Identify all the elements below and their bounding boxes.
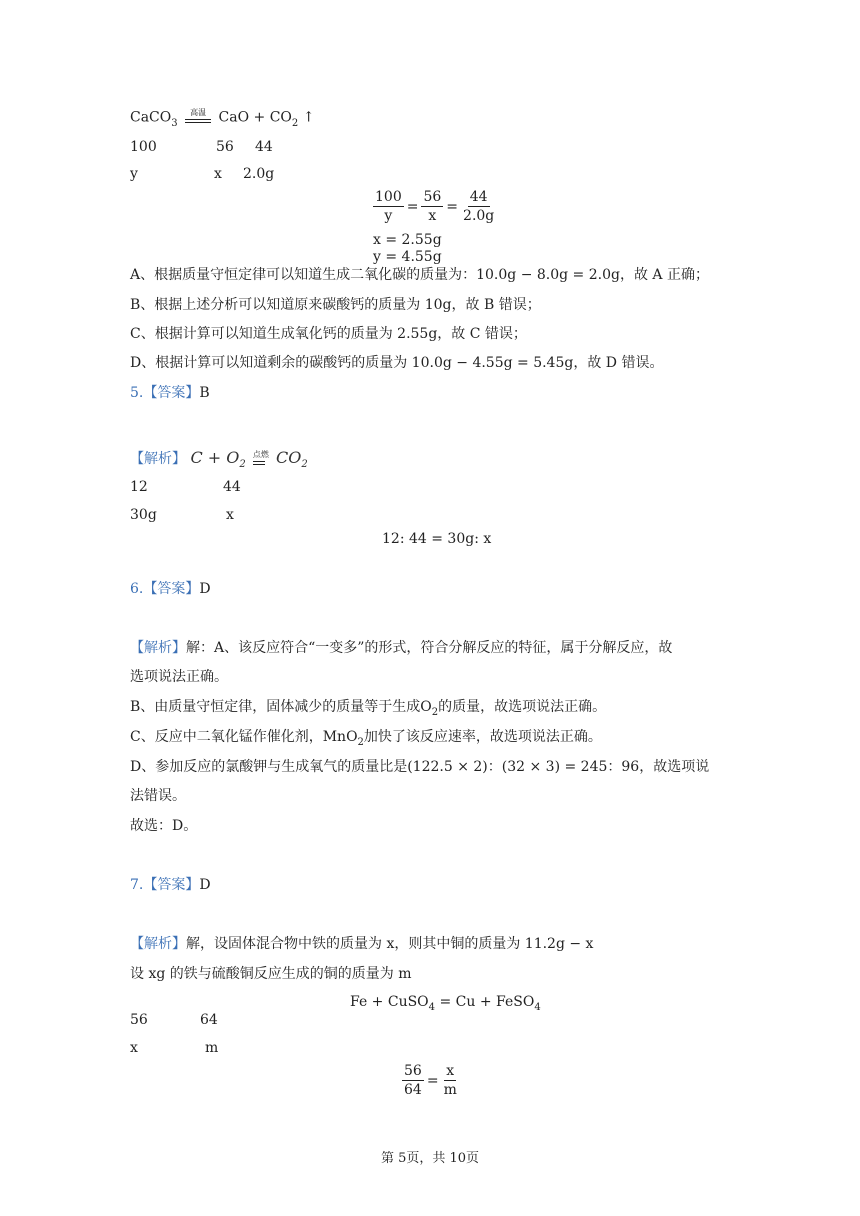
fraction	[421, 190, 443, 223]
fraction	[402, 1064, 424, 1097]
analysis-text: 加快了该反应速率，故选项说法正确。	[363, 729, 602, 745]
q7-row-2a: x	[130, 1040, 138, 1056]
eq-reactant: C + O	[190, 448, 240, 467]
answer-value: B	[199, 385, 210, 401]
y-result: y = 4.55g	[373, 249, 442, 265]
eq-subscript: 2	[431, 707, 439, 718]
eq-subscript: 2	[357, 737, 364, 748]
eq-subscript: 3	[171, 117, 178, 129]
fraction	[373, 190, 404, 223]
analysis-line-a: A、根据质量守恒定律可以知道生成二氧化碳的质量为：10.0g − 8.0g = 2.0g，故 A 正确；	[130, 267, 709, 283]
answer-tag: 【答案】	[143, 581, 200, 597]
mass-row-1c: 44	[255, 139, 273, 155]
analysis-tag: 【解析】	[130, 936, 186, 952]
equals-icon	[253, 461, 265, 465]
equals-sign: =	[426, 1072, 439, 1089]
q6-line-5: D、参加反应的氯酸钾与生成氧气的质量比是(122.5 × 2)：(32 × 3) = 245：96，故选项说	[130, 759, 710, 775]
analysis-tag: 【解析】	[130, 640, 186, 656]
q5-analysis	[130, 448, 308, 469]
gas-arrow-icon: ↑	[302, 109, 315, 126]
answer-value: D	[199, 877, 211, 893]
q6-line-2: 选项说法正确。	[130, 669, 228, 685]
eq-products: CaO + CO	[218, 109, 292, 126]
denominator: y	[384, 208, 393, 224]
q5-row-2a: 30g	[130, 507, 157, 523]
caco3-equation	[130, 108, 314, 127]
question-number: 5.	[130, 385, 144, 401]
fraction	[442, 1064, 459, 1097]
question-number: 7.	[130, 877, 144, 893]
analysis-line-c: C、根据计算可以知道生成氧化钙的质量为 2.55g，故 C 错误；	[130, 326, 527, 342]
condition-label: 点燃	[252, 450, 269, 459]
q7-row-1b: 64	[200, 1012, 218, 1028]
analysis-tag: 【解析】	[130, 451, 186, 467]
q6-line-7: 故选：D。	[130, 818, 198, 834]
q7-line-1	[130, 937, 593, 951]
q7-line-2: 设 xg 的铁与硫酸铜反应生成的铜的质量为 m	[130, 966, 412, 982]
numerator: 56	[423, 189, 442, 205]
eq-subscript: 2	[291, 117, 299, 129]
double-bar-icon	[185, 119, 211, 123]
eq-reactants: Fe + CuSO	[350, 994, 429, 1010]
numerator: x	[446, 1063, 455, 1079]
eq-subscript: 2	[239, 459, 246, 470]
eq-subscript: 4	[428, 1002, 436, 1013]
page-footer: 第 5页，共 10页	[380, 1151, 480, 1166]
mass-row-2b: x	[214, 166, 222, 182]
reaction-condition	[253, 444, 269, 465]
analysis-text: 解，设固体混合物中铁的质量为 x，则其中铜的质量为 11.2g − x	[186, 936, 594, 952]
q6-line-1	[130, 641, 672, 655]
analysis-text: 的质量，故选项说法正确。	[438, 699, 607, 715]
q5-answer	[130, 386, 210, 400]
analysis-text: C、反应中二氧化锰作催化剂，MnO	[130, 729, 358, 745]
analysis-line-d: D、根据计算可以知道剩余的碳酸钙的质量为 10.0g − 4.55g = 5.45g，故 D 错误。	[130, 355, 664, 371]
mass-row-1a: 100	[130, 139, 157, 155]
eq-reactant: CaCO	[130, 109, 172, 126]
denominator: m	[443, 1082, 457, 1098]
q5-row-1a: 12	[130, 479, 148, 495]
q6-line-4	[130, 729, 602, 748]
mass-row-2c: 2.0g	[243, 166, 275, 182]
q6-line-6: 法错误。	[130, 788, 186, 804]
q5-row-1b: 44	[223, 479, 241, 495]
q7-row-1a: 56	[130, 1012, 148, 1028]
q6-line-3	[130, 699, 607, 718]
eq-products: = Cu + FeSO	[435, 994, 535, 1010]
q7-row-2b: m	[205, 1040, 219, 1056]
carbon-combustion-equation	[190, 448, 308, 470]
reaction-condition	[185, 104, 211, 123]
analysis-text: 解：A、该反应符合“一变多”的形式，符合分解反应的特征，属于分解反应，故	[186, 640, 673, 656]
answer-tag: 【答案】	[143, 385, 200, 401]
numerator: 44	[469, 189, 488, 205]
fraction	[461, 190, 496, 223]
analysis-line-b: B、根据上述分析可以知道原来碳酸钙的质量为 10g，故 B 错误；	[130, 297, 541, 313]
proportion-equation	[373, 190, 496, 223]
analysis-text: B、由质量守恒定律，固体减少的质量等于生成O	[130, 699, 432, 715]
fe-cuso4-equation	[350, 994, 541, 1013]
question-number: 6.	[130, 581, 144, 597]
mass-row-2a: y	[130, 166, 138, 182]
answer-tag: 【答案】	[143, 877, 200, 893]
q5-row-2b: x	[226, 507, 234, 523]
condition-label: 高温	[190, 108, 207, 117]
answer-value: D	[199, 581, 211, 597]
eq-product: CO	[275, 448, 302, 467]
equals-sign: =	[446, 198, 459, 215]
numerator: 100	[375, 189, 402, 205]
mass-row-1b: 56	[216, 139, 234, 155]
equals-sign: =	[406, 198, 419, 215]
eq-subscript: 2	[301, 459, 308, 470]
denominator: 2.0g	[463, 208, 495, 224]
q7-answer	[130, 878, 211, 892]
x-result: x = 2.55g	[373, 232, 442, 248]
q7-proportion	[402, 1064, 459, 1097]
q6-answer	[130, 582, 211, 596]
denominator: 64	[404, 1082, 422, 1098]
numerator: 56	[404, 1063, 422, 1079]
q5-ratio: 12: 44 = 30g: x	[382, 531, 492, 547]
denominator: x	[428, 208, 437, 224]
eq-subscript: 4	[534, 1002, 541, 1013]
